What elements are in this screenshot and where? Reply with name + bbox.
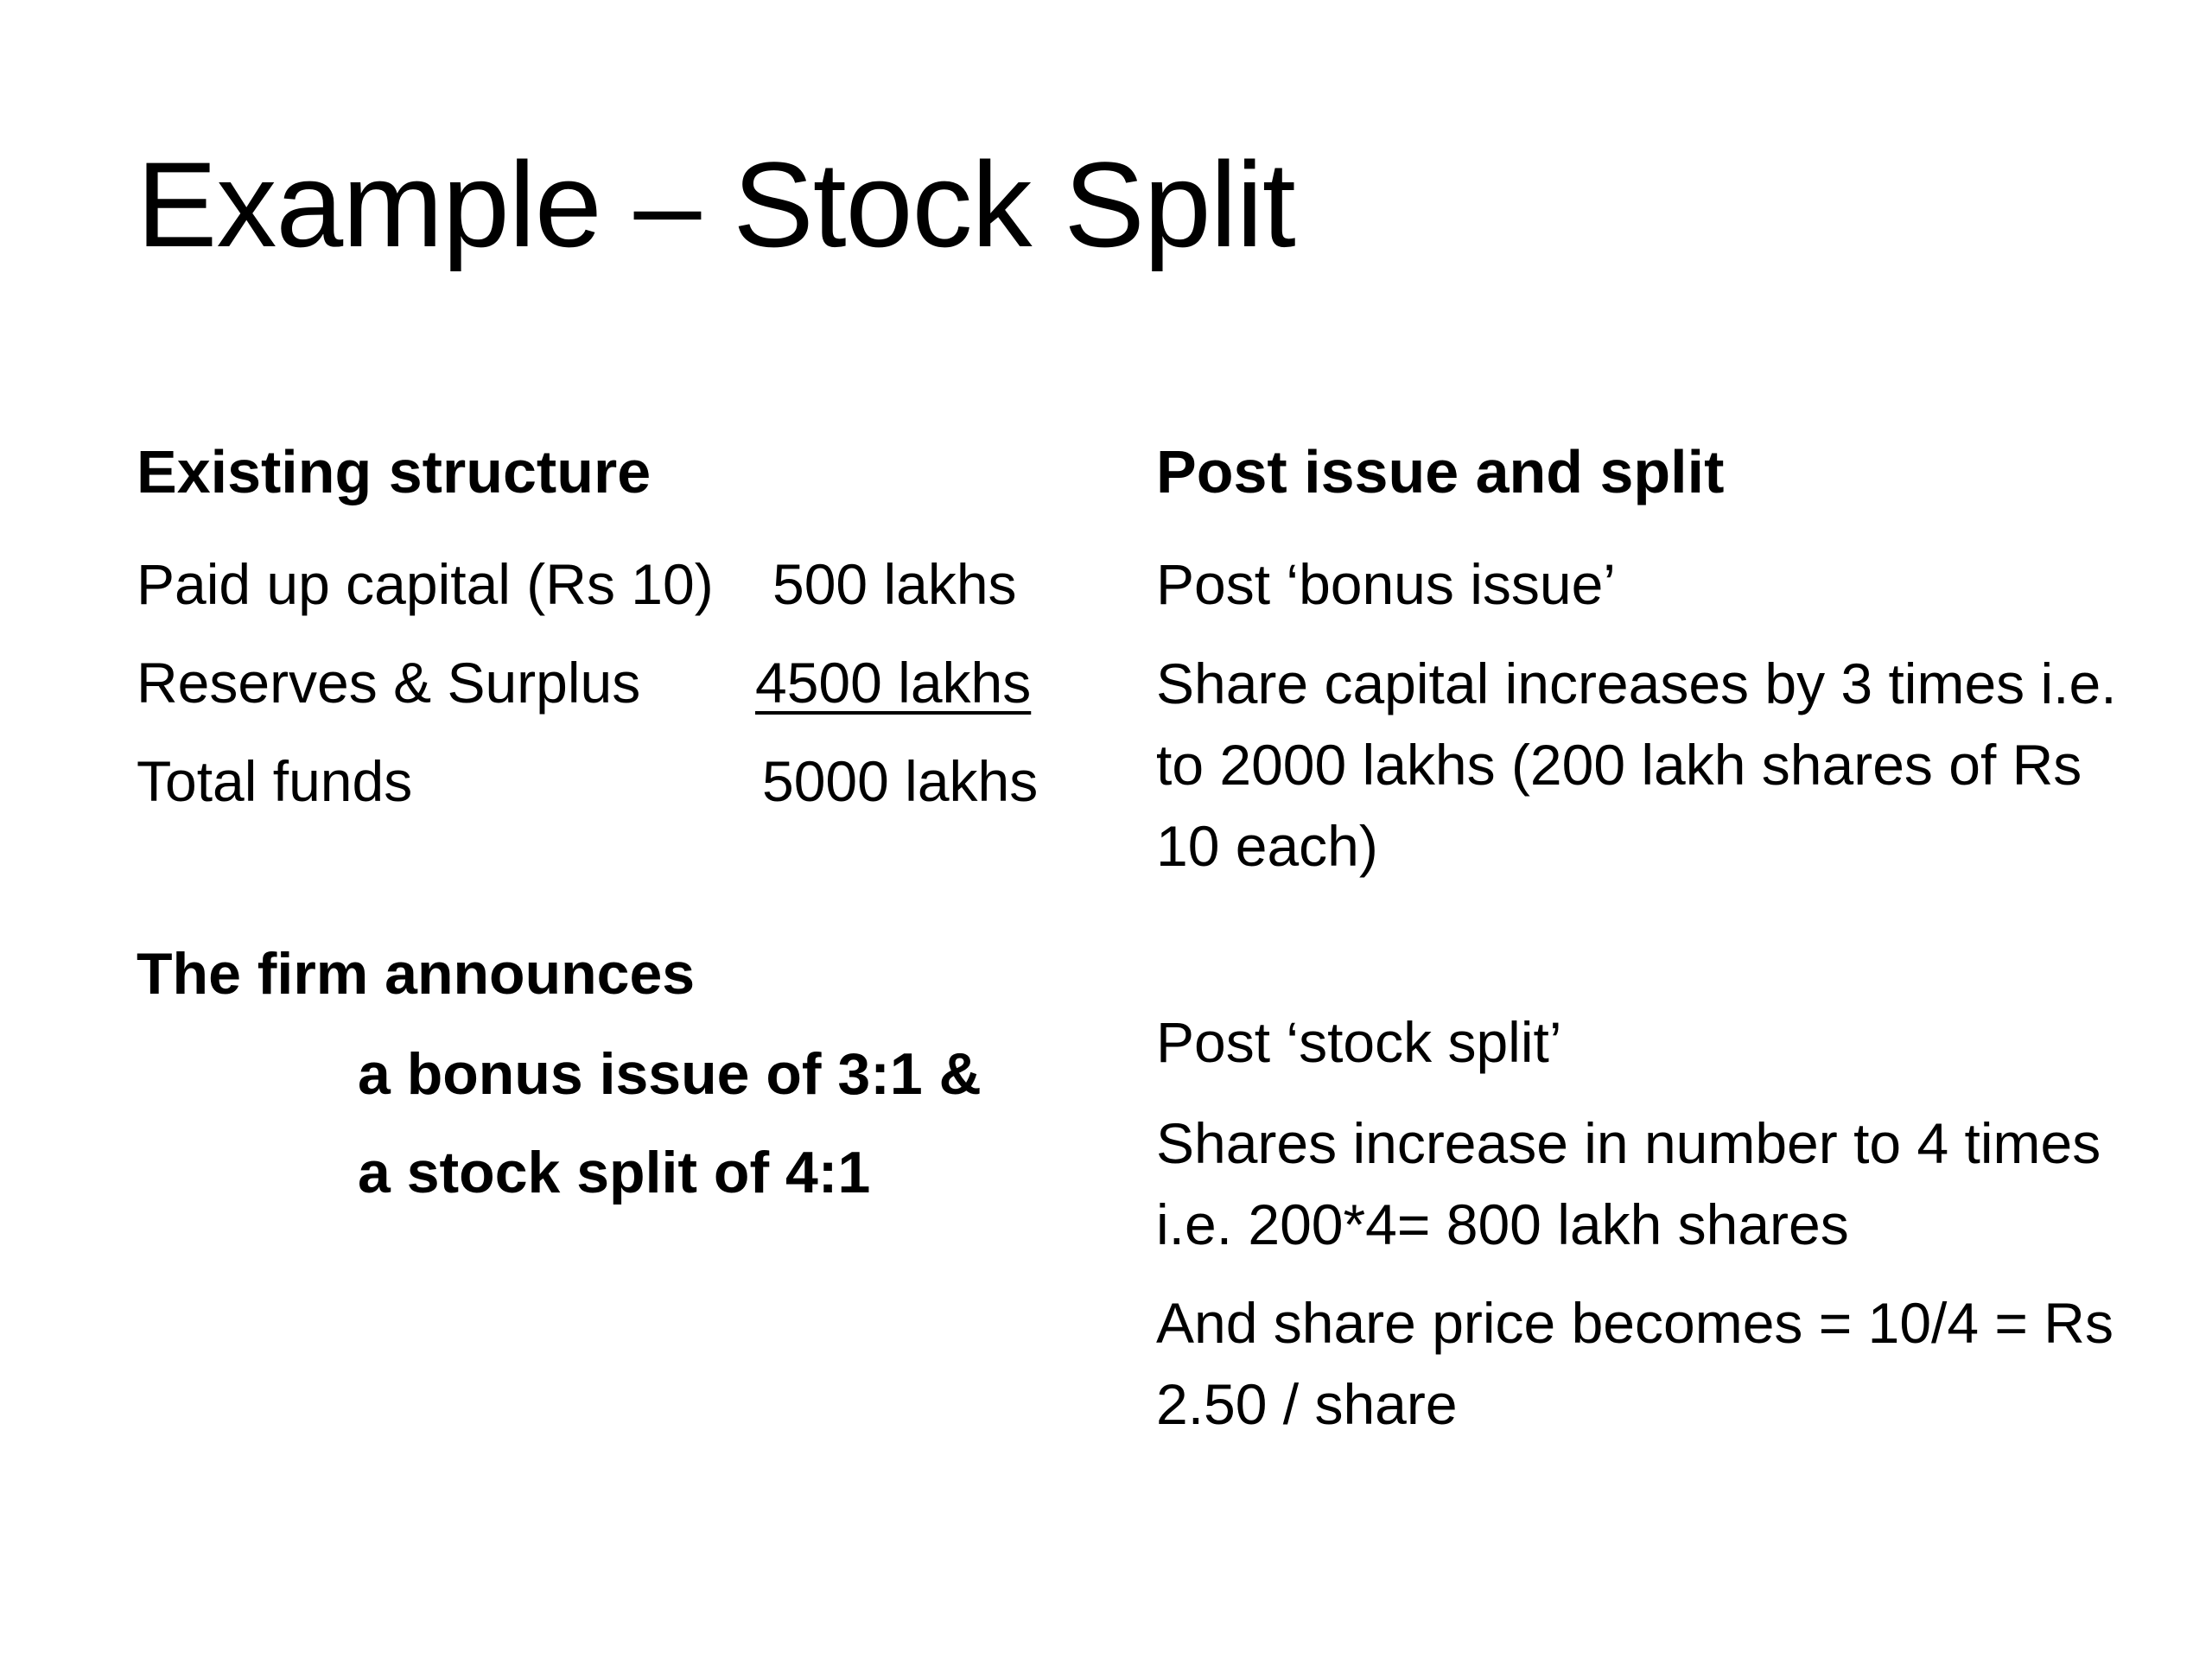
stock-split-announcement: a stock split of 4:1	[358, 1140, 871, 1205]
reserves-surplus-label: Reserves & Surplus	[137, 651, 641, 715]
post-bonus-text: Share capital increases by 3 times i.e. to 2000 lakhs (200 lakh shares of Rs 10 each)	[1156, 652, 2117, 878]
paid-up-capital-label: Paid up capital (Rs 10)	[137, 552, 714, 616]
post-issue-heading: Post issue and split	[1156, 438, 1725, 505]
total-funds-amount: 5000 lakhs	[762, 749, 1039, 813]
bonus-issue-announcement: a bonus issue of 3:1 &	[358, 1041, 982, 1107]
existing-structure-heading: Existing structure	[137, 438, 652, 505]
total-funds-label: Total funds	[137, 749, 413, 813]
firm-announces-heading: The firm announces	[137, 941, 696, 1007]
paid-up-capital-amount: 500 lakhs	[772, 552, 1017, 616]
post-bonus-label: Post ‘bonus issue’	[1156, 552, 1616, 616]
post-split-text: Shares increase in number to 4 times i.e. 200*4= 800 lakh shares	[1156, 1111, 2101, 1256]
reserves-surplus-amount: 4500 lakhs	[755, 651, 1032, 715]
slide-title: Example – Stock Split	[137, 137, 1295, 272]
post-split-label: Post ‘stock split’	[1156, 1010, 1562, 1074]
share-price-text: And share price becomes = 10/4 = Rs 2.50 / share	[1156, 1291, 2113, 1436]
